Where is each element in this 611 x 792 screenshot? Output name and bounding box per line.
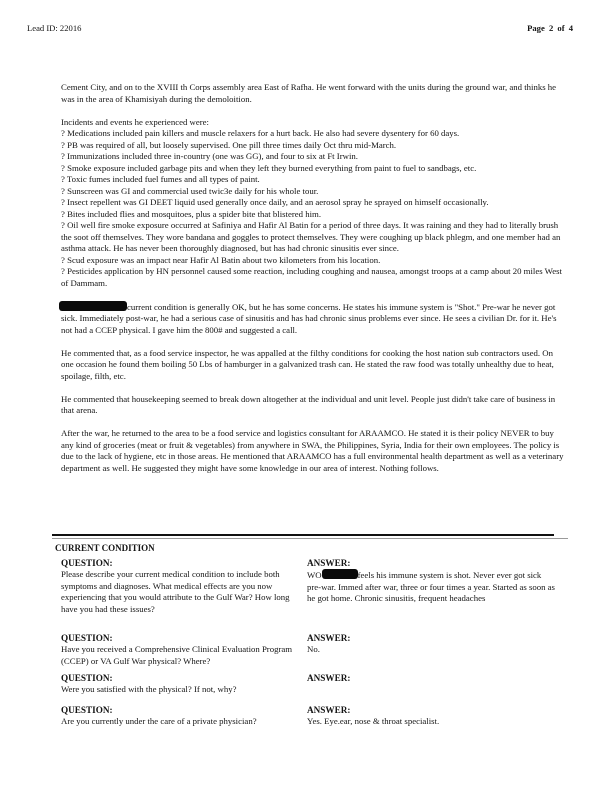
list-item: ? Scud exposure was an impact near Hafir Al Batin about two kilometers from his location.	[61, 254, 381, 265]
section-title: CURRENT CONDITION	[55, 543, 155, 553]
answer-block-3	[307, 672, 557, 684]
question-label: QUESTION:	[61, 673, 113, 683]
question-label: QUESTION:	[61, 633, 113, 643]
question-label: QUESTION:	[61, 558, 113, 568]
answer-label: ANSWER:	[307, 673, 351, 683]
answer-label: ANSWER:	[307, 705, 351, 715]
answer-block-1	[307, 557, 557, 605]
question-label: QUESTION:	[61, 705, 113, 715]
redaction-block	[322, 569, 358, 579]
list-item: ? Toxic fumes included fuel fumes and all types of paint.	[61, 174, 260, 184]
answer-block-2	[307, 632, 557, 656]
incidents-list	[61, 128, 566, 289]
answer-prefix: WO	[307, 570, 322, 580]
lead-id: Lead ID: 22016	[27, 23, 82, 33]
answer-text: Yes. Eye.ear, nose & throat specialist.	[307, 716, 440, 726]
condition-paragraph	[61, 301, 566, 337]
question-text: Have you received a Comprehensive Clinical Evaluation Program (CCEP) or VA Gulf War physical? Where?	[61, 644, 293, 666]
section-divider-thin	[52, 538, 568, 539]
narrative-body	[61, 82, 566, 486]
answer-label: ANSWER:	[307, 558, 351, 568]
intro-paragraph: Cement City, and on to the XVIII th Corps assembly area East of Rafha. He went forward with the units during the ground war, and thinks he was in the area of Khamisiyah during the demoloition.	[61, 82, 557, 104]
answer-text: feels his immune system is shot. Never ever got sick pre-war. Immed after war, three or four times a year. Started as soon as he got home. Chronic sinusitis, frequent headaches	[307, 570, 555, 604]
question-block-4	[61, 704, 301, 728]
list-item: ? Immunizations included three in-country (one was GG), and four to six at Ft Irwin.	[61, 151, 358, 161]
page-number: Page 2 of 4	[527, 23, 573, 33]
answer-label: ANSWER:	[307, 633, 351, 643]
list-item: ? Pesticides application by HN personnel caused some reaction, including coughing and nausea, amongst troops at a camp about 20 miles West of Dammam.	[61, 266, 562, 288]
question-text: Are you currently under the care of a private physician?	[61, 716, 257, 726]
question-text: Please describe your current medical condition to include both symptoms and diagnoses. What medical effects are you now experiencing that you would attribute to the Gulf War? How long have you had these issues?	[61, 569, 290, 615]
answer-text: No.	[307, 644, 320, 654]
list-item: ? Insect repellent was GI DEET liquid used generally once daily, and an aerosol spray he sprayed on himself occasionally.	[61, 197, 489, 207]
incidents-intro: Incidents and events he experienced were:	[61, 116, 209, 127]
list-item: ? Medications included pain killers and muscle relaxers for a hurt back. He also had severe dysentery for 60 days.	[61, 128, 460, 138]
condition-text: current condition is generally OK, but he has some concerns. He states his immune system is "Shot." Pre-war he never got sick. Immediately post-war, he had a serious case of sinusitis and has had chronic sinus problems ever since. He sees a civilian Dr. for it. He's not had a CCEP physical. I gave him the 800# and suggested a call.	[61, 301, 557, 335]
list-item: ? Oil well fire smoke exposure occurred at Safiniya and Hafir Al Batin for a period of three days. It was raining and they had to literally brush the soot off themselves. They wore bandana and goggles to protect themselves. They were coughing up black phlegm, and one member had an asthma attack. He has never been thoroughly diagnosed, but has had chronic sinusitis ever since.	[61, 220, 561, 253]
list-item: ? Smoke exposure included garbage pits and when they left they burned everything from paint to fuel to sandbags, etc.	[61, 162, 477, 173]
food-paragraph: He commented that, as a food service inspector, he was appalled at the filthy conditions for cooking the host nation sub contractors used. On one occasion he found them boiling 50 Lbs of hamburger in a galvanized trash can. He stated the raw food was totally unhealthy due to heat, spoilage, filth, etc.	[61, 347, 554, 381]
redaction-block	[59, 301, 127, 311]
housekeeping-paragraph: He commented that housekeeping seemed to break down altogether at the individual and unit level. People just didn't take care of business in that arena.	[61, 393, 556, 415]
question-block-3	[61, 672, 301, 696]
question-block-1	[61, 557, 301, 616]
list-item: ? PB was required of all, but loosely supervised. One pill three times daily Oct thru mid-March.	[61, 139, 397, 150]
list-item: ? Sunscreen was GI and commercial used twic3e daily for his whole tour.	[61, 185, 319, 196]
question-block-2	[61, 632, 301, 667]
question-text: Were you satisfied with the physical? If not, why?	[61, 684, 237, 694]
list-item: ? Bites included flies and mosquitoes, plus a spider bite that blistered him.	[61, 208, 322, 219]
araamco-paragraph: After the war, he returned to the area to be a food service and logistics consultant for ARAAMCO. He stated it is their policy NEVER to buy any kind of groceries (meat or fruit & vegetables) from anywhere in SWA, the Philippines, Syria, India for their own employees. The policy is due to the lack of hygiene, etc in those areas. He mentioned that ARAAMCO has a full environmental health department as well as a veterinary department as well. He suggested they might have some knowledge in our area of interest. Nothing follows.	[61, 428, 564, 473]
section-divider	[52, 534, 554, 536]
answer-block-4	[307, 704, 557, 728]
